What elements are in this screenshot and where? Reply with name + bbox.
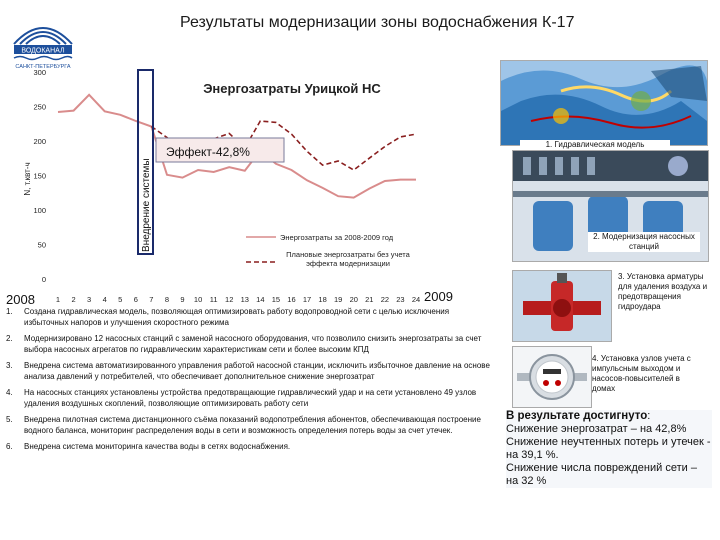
list-item	[6, 387, 492, 409]
x-tick-label: 10	[193, 295, 203, 304]
y-tick-label: 50	[37, 240, 46, 250]
list-item-number: 1.	[6, 307, 13, 316]
x-tick-label: 14	[256, 295, 265, 304]
x-tick-label: 7	[149, 295, 154, 304]
x-end-label: 2009	[424, 289, 453, 304]
list-item-number: 5.	[6, 415, 13, 424]
result-line: Снижение числа повреждений сети – на 32 %	[506, 462, 697, 487]
caption-valves: 3. Установка арматуры для удаления воздуха и предотвращения гидроудара	[618, 272, 708, 311]
y-tick-label: 200	[33, 137, 46, 146]
list-item-text: Внедрена система мониторинга качества воды в сетях водоснабжения.	[24, 442, 291, 451]
results-heading: В результате достигнуто	[506, 410, 648, 422]
y-tick-label: 0	[41, 275, 46, 284]
caption-pump-stations: 2. Модернизация насосных станций	[588, 232, 700, 252]
x-tick-label: 6	[133, 295, 138, 304]
legend-label-planned: Плановые энергозатраты без учета эффекта модернизации	[286, 250, 410, 268]
x-tick-label: 3	[87, 295, 92, 304]
list-item-text: Создана гидравлическая модель, позволяющая оптимизировать работу водопроводной сети с целью исключения избыточных напоров и улучшения скоростного режима	[24, 307, 450, 327]
x-tick-label: 17	[302, 295, 312, 304]
result-line: Снижение неучтенных потерь и утечек - на 39,1 %.	[506, 436, 711, 461]
list-item-number: 4.	[6, 388, 13, 397]
y-tick-label: 250	[33, 102, 46, 112]
x-tick-label: 18	[318, 295, 327, 304]
x-tick-label: 12	[225, 295, 234, 304]
caption-hydraulic-model: 1. Гидравлическая модель	[520, 140, 670, 150]
hydraulic-model-image	[500, 60, 708, 146]
list-item	[6, 333, 492, 355]
x-tick-label: 2	[71, 295, 76, 304]
list-item-number: 3.	[6, 361, 13, 370]
x-tick-label: 20	[349, 295, 358, 304]
implementation-label: Внедрение системы	[141, 158, 152, 252]
list-item	[6, 306, 492, 328]
x-tick-label: 21	[365, 295, 374, 304]
x-tick-label: 16	[287, 295, 296, 304]
x-tick-label: 24	[411, 295, 421, 304]
y-tick-label: 150	[33, 171, 46, 181]
results-heading-colon: :	[647, 410, 651, 422]
list-item	[6, 441, 492, 452]
list-item	[6, 414, 492, 436]
chart-title: Энергозатраты Урицкой НС	[203, 81, 381, 96]
result-line: Снижение энергозатрат – на 42,8%	[506, 423, 687, 435]
x-tick-label: 5	[118, 295, 123, 304]
results-summary	[506, 410, 712, 488]
valve-image	[512, 270, 612, 342]
list-item-text: Внедрена система автоматизированного управления работой насосной станции, исключить избыточное давление на основе анализа давлений у потребителей, что обеспечивает дополнительное снижение энергозатрат	[24, 361, 490, 381]
x-tick-label: 19	[334, 295, 343, 304]
x-tick-label: 8	[164, 295, 170, 304]
x-tick-label: 4	[102, 295, 107, 304]
measures-list	[6, 306, 492, 457]
caption-meters: 4. Установка узлов учета с импульсным выходом и насосов-повысителей в домах	[592, 354, 691, 393]
y-tick-label: 300	[33, 68, 46, 77]
x-tick-label: 1	[55, 295, 61, 304]
y-tick-label: 100	[33, 206, 46, 215]
x-tick-label: 9	[180, 295, 185, 304]
list-item	[6, 360, 492, 382]
logo-text-top: ВОДОКАНАЛ	[21, 47, 65, 55]
list-item-number: 2.	[6, 334, 13, 343]
x-tick-label: 11	[209, 295, 218, 304]
x-tick-label: 23	[396, 295, 405, 304]
y-axis-label: N, т.квт-ч	[23, 162, 32, 196]
page-title: Результаты модернизации зоны водоснабжения К-17	[180, 14, 575, 31]
vodokanal-logo	[8, 14, 78, 70]
x-tick-label: 15	[271, 295, 281, 304]
effect-label: Эффект-42,8%	[166, 145, 250, 159]
x-tick-label: 13	[240, 295, 249, 304]
x-start-label: 2008	[6, 292, 35, 307]
x-tick-label: 22	[380, 295, 390, 304]
logo-text-bottom: САНКТ-ПЕТЕРБУРГА	[15, 64, 71, 70]
list-item-text: Модернизировано 12 насосных станций с заменой насосного оборудования, что позволило снизить энергозатраты за счет выбора насосных агрегатов по гидравлическим характеристикам сети и более высоким КПД	[24, 334, 482, 354]
list-item-text: Внедрена пилотная система дистанционного съёма показаний водопотребления абонентов, обеспечивающая построение водного баланса, мониторинг распределения воды в сети и возможность определения потерь воды за счет утечек.	[24, 415, 481, 435]
list-item-text: На насосных станциях установлены устройства предотвращающие гидравлический удар и на сети установлено 49 узлов удаления воздушных скоплений, позволяющие оптимизировать работу сети	[24, 388, 477, 408]
list-item-number: 6.	[6, 442, 13, 451]
energy-chart	[0, 64, 500, 309]
legend-label-actual: Энергозатраты за 2008-2009 год	[280, 233, 394, 242]
water-meter-image	[512, 346, 592, 408]
